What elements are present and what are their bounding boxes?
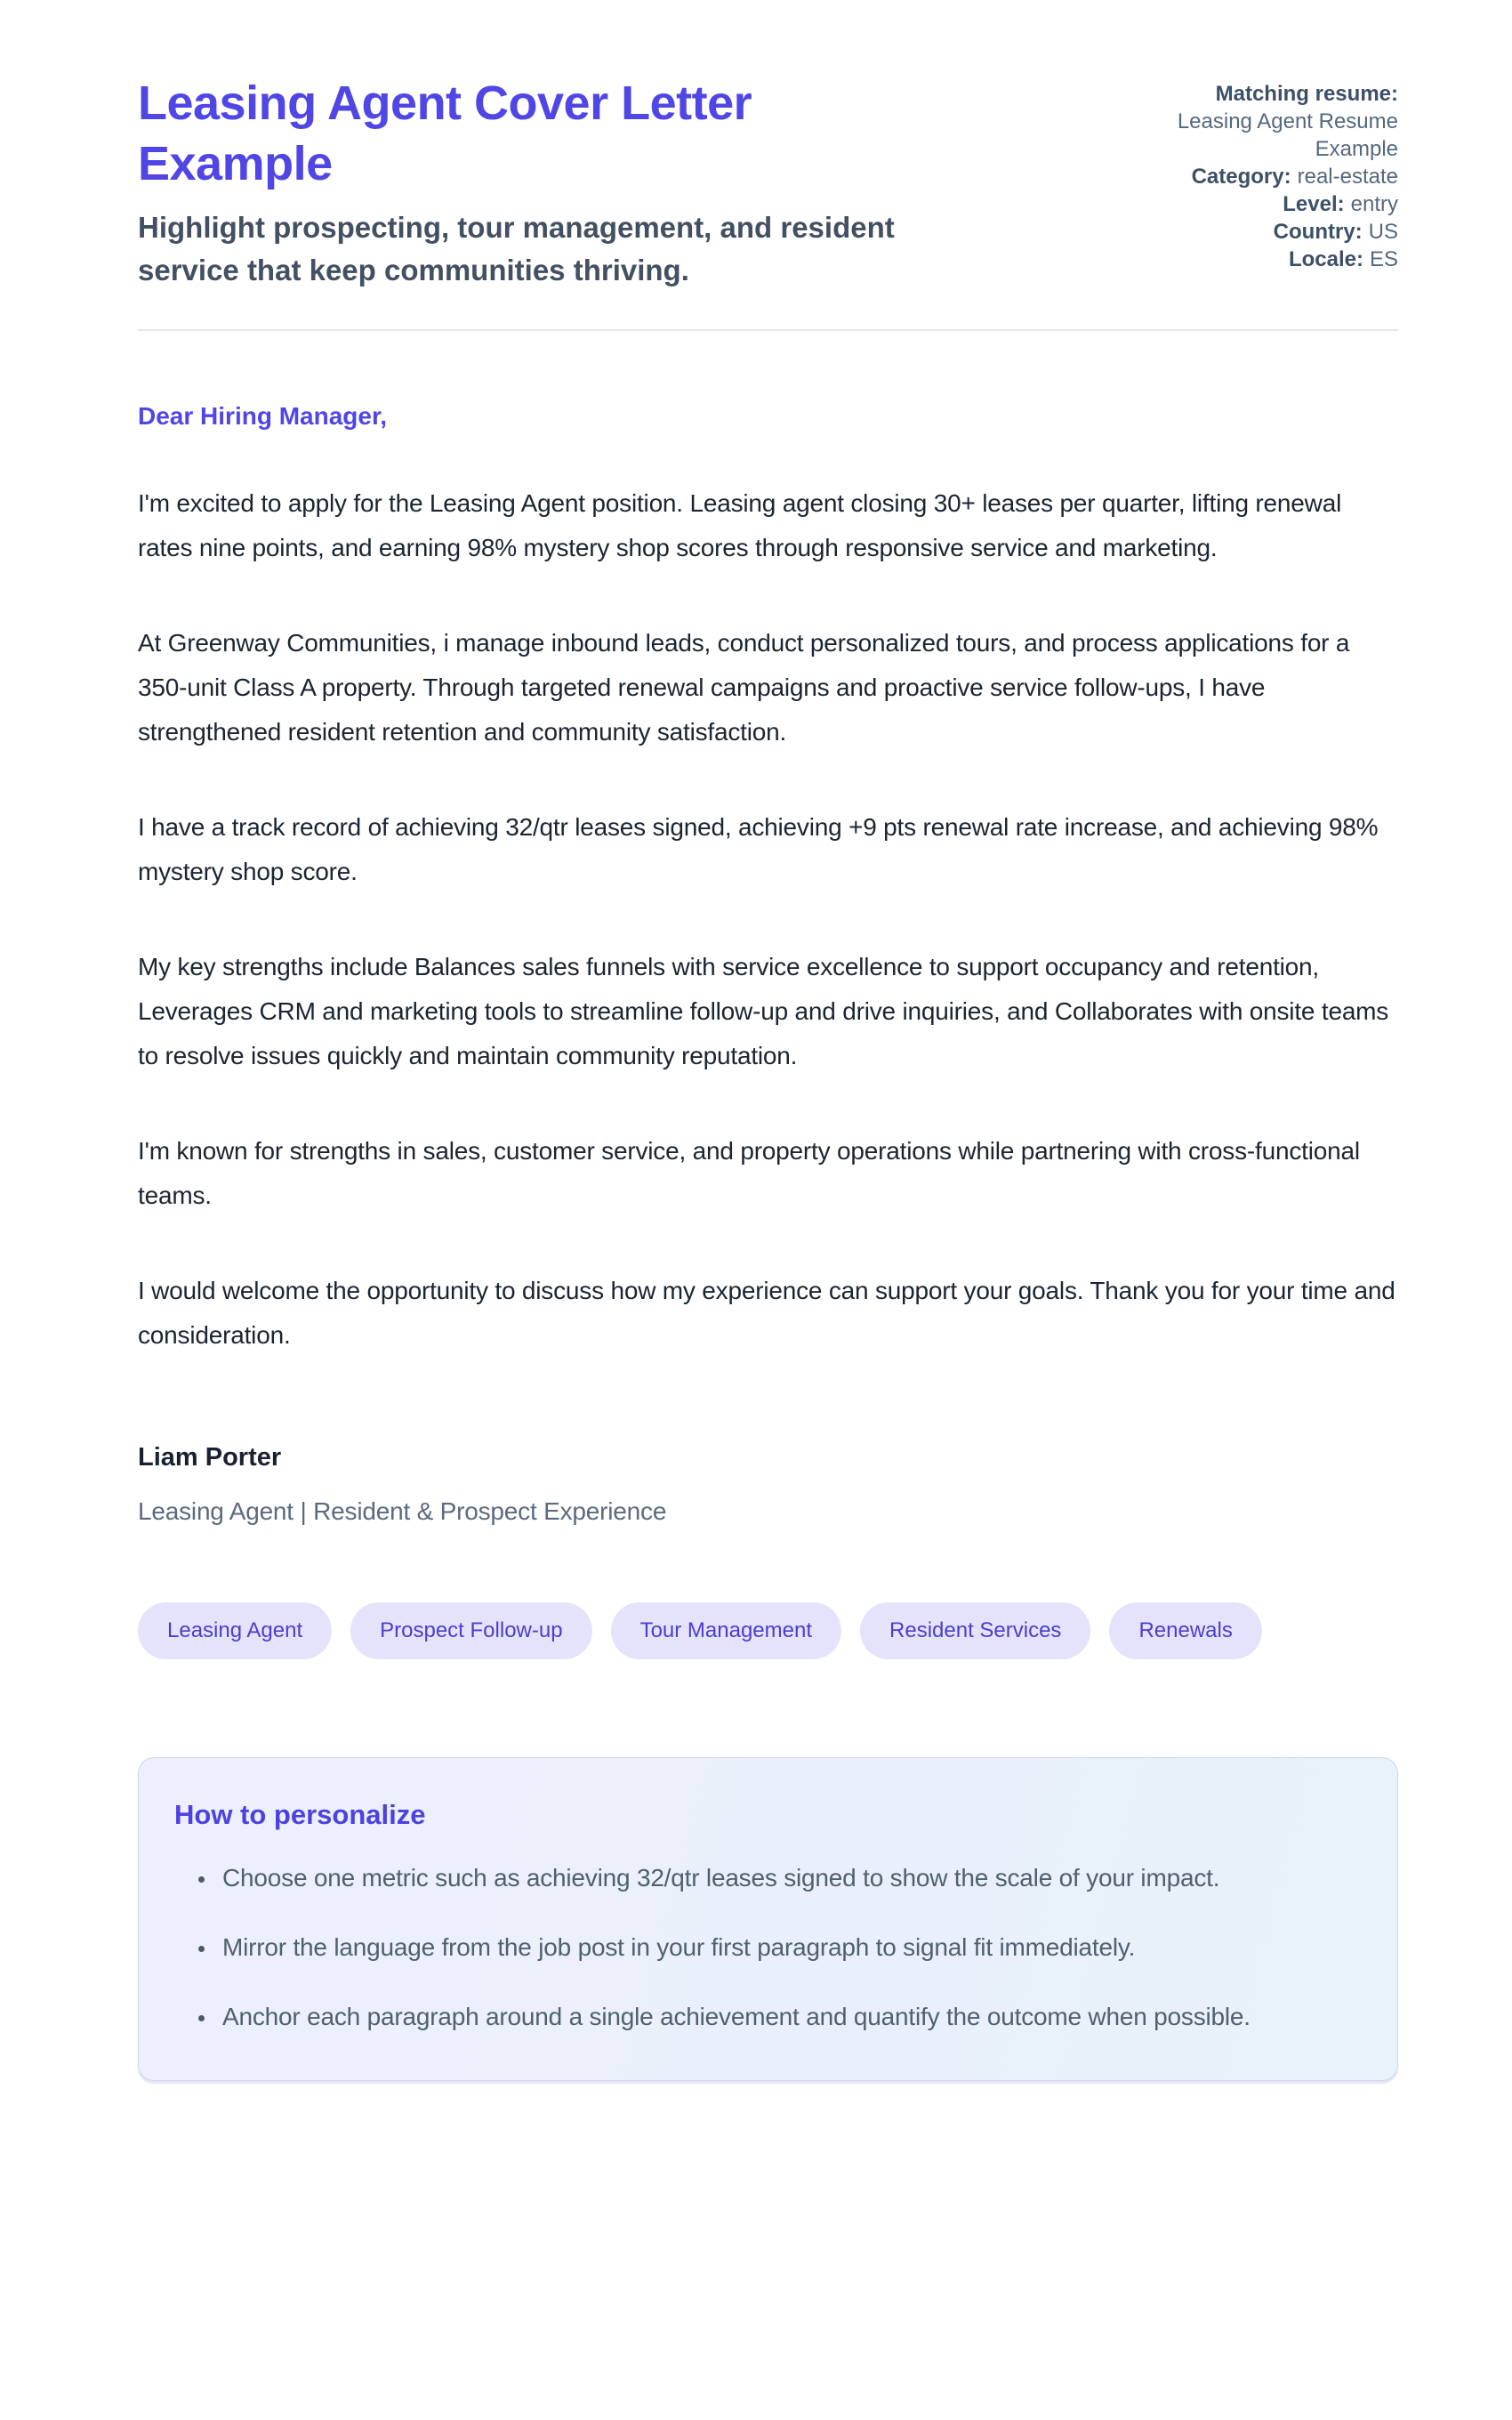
callout-bullet: • Choose one metric such as achieving 32/qtr leases signed to show the scale of your impact. [217, 1856, 1311, 1900]
meta-row [1105, 190, 1398, 218]
callout-bullet: • Anchor each paragraph around a single achievement and quantify the outcome when possible. [217, 1995, 1311, 2039]
letter-paragraphs [138, 481, 1398, 1358]
tag-pill[interactable]: Prospect Follow-up [350, 1602, 591, 1659]
tag-pill[interactable]: Renewals [1109, 1602, 1261, 1659]
meta-resume-value: Leasing Agent Resume Example [1177, 109, 1398, 161]
meta-resume-label: Matching resume: [1215, 82, 1398, 106]
signature-name: Liam Porter [138, 1442, 282, 1472]
meta-row-label: Level: [1283, 192, 1345, 216]
meta-row-value: ES [1369, 247, 1398, 271]
letter-paragraph: I'm excited to apply for the Leasing Agent position. Leasing agent closing 30+ leases per quarter, lifting renewal rates nine points, and earning 98% mystery shop scores through responsive service and marketing. [138, 488, 1342, 561]
letter-body [138, 402, 1398, 1526]
tag-pill[interactable]: Tour Management [611, 1602, 841, 1659]
signature-role: Leasing Agent | Resident & Prospect Experience [138, 1496, 667, 1525]
page-title: Leasing Agent Cover Letter Example [138, 77, 752, 191]
tag-pill[interactable]: Resident Services [860, 1602, 1090, 1659]
callout-bullet-list [174, 1856, 1357, 2039]
meta-row-value: real-estate [1297, 165, 1398, 189]
letter-paragraph: I'm known for strengths in sales, customer service, and property operations while partnering with cross-functional teams. [138, 1136, 1360, 1209]
callout-bullet: • Mirror the language from the job post in your first paragraph to signal fit immediately. [217, 1925, 1311, 1970]
personalize-callout [138, 1757, 1398, 2081]
greeting: Dear Hiring Manager, [138, 401, 388, 430]
meta-rows [1105, 163, 1398, 273]
header-text-block [138, 73, 956, 292]
letter-paragraph: I would welcome the opportunity to discuss how my experience can support your goals. Thank you for your time and consideration. [138, 1276, 1395, 1349]
meta-row-label: Locale: [1288, 247, 1363, 271]
header-divider [138, 329, 1398, 331]
page-subtitle: Highlight prospecting, tour management, and resident service that keep communities thriving. [138, 211, 895, 286]
header [138, 73, 1398, 292]
meta-row-value: entry [1350, 192, 1398, 216]
meta-matching-resume [1105, 80, 1398, 163]
letter-paragraph: I have a track record of achieving 32/qtr leases signed, achieving +9 pts renewal rate increase, and achieving 98% mystery shop score. [138, 812, 1379, 885]
meta-row-value: US [1368, 220, 1398, 244]
tag-pill[interactable]: Leasing Agent [138, 1602, 332, 1659]
meta-panel [1105, 73, 1398, 273]
callout-title: How to personalize [174, 1798, 426, 1830]
meta-row [1105, 218, 1398, 246]
meta-row-label: Category: [1191, 165, 1291, 189]
tag-list [138, 1602, 1398, 1659]
meta-row [1105, 163, 1398, 190]
meta-row [1105, 246, 1398, 273]
letter-paragraph: At Greenway Communities, i manage inbound leads, conduct personalized tours, and process applications for a 350-unit Class A property. Through targeted renewal campaigns and proactive service follow-ups, I have strengthened resident retention and community satisfaction. [138, 628, 1350, 746]
meta-row-label: Country: [1273, 220, 1363, 244]
letter-paragraph: My key strengths include Balances sales funnels with service excellence to support occupancy and retention, Leverages CRM and marketing tools to streamline follow-up and drive inquiries, and Collaborates with onsite teams to resolve issues quickly and maintain community reputation. [138, 952, 1389, 1069]
